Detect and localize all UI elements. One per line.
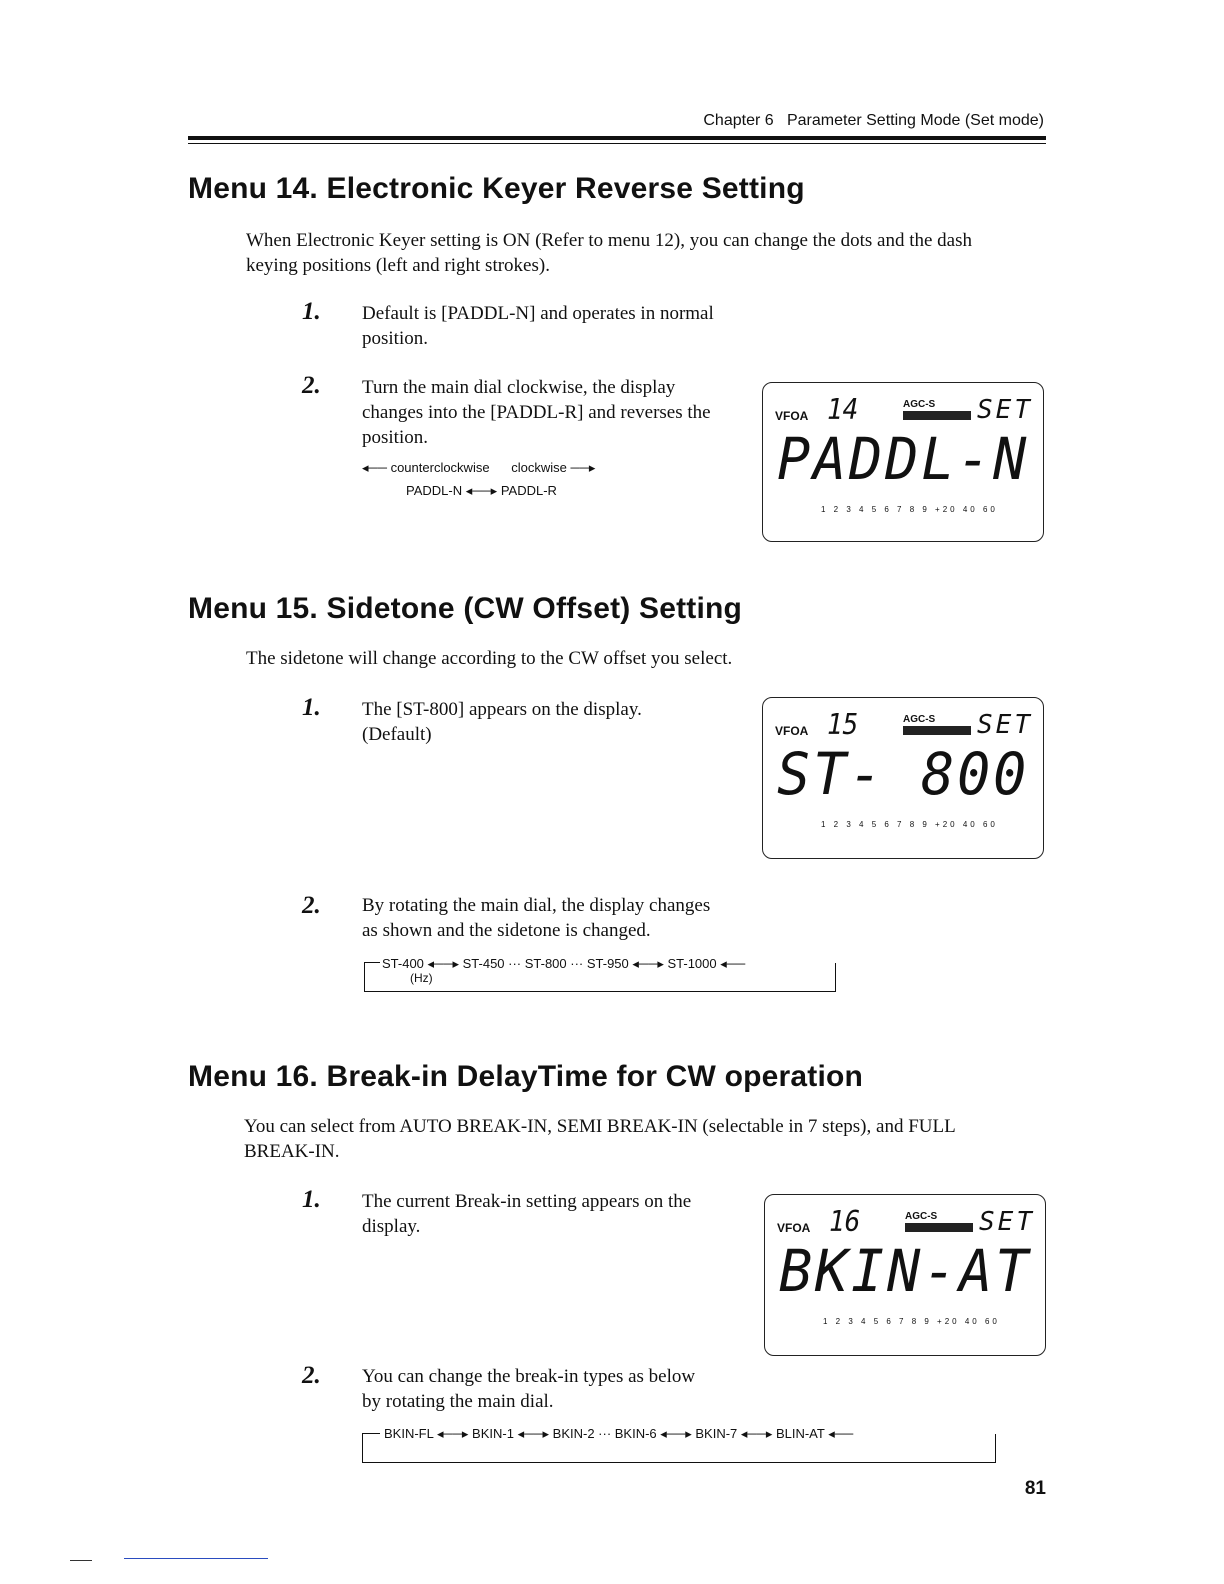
menu14-title: Menu 14. Electronic Keyer Reverse Setting	[188, 172, 805, 205]
menu15-flow-unit: (Hz)	[410, 971, 433, 985]
menu14-step2-number: 2.	[302, 372, 321, 399]
menu16-flow-loop-line	[362, 1434, 996, 1463]
chapter-title: Parameter Setting Mode (Set mode)	[786, 112, 1044, 129]
menu15-step2-number: 2.	[302, 892, 321, 919]
menu14-options: PADDL-N ◂──▸ PADDL-R	[406, 483, 557, 498]
header-rule-thin	[188, 143, 1046, 144]
menu15-flow-loop-start	[364, 962, 380, 963]
running-header	[703, 112, 1044, 130]
lcd-main-readout: BKIN-AT	[779, 1237, 1032, 1305]
menu16-step1-text: The current Break-in setting appears on the display.	[362, 1191, 692, 1237]
menu16-step2-text: You can change the break-in types as below by rotating the main dial.	[362, 1366, 696, 1412]
menu15-intro: The sidetone will change according to the CW offset you select.	[246, 648, 733, 669]
agc-bar-icon	[903, 411, 971, 420]
agc-bar-icon	[905, 1223, 973, 1232]
page-number: 81	[1024, 1478, 1046, 1499]
lcd-meter-scale: 1 2 3 4 5 6 7 8 9 +20 40 60	[821, 820, 998, 829]
arrow-right-icon: ──▸	[570, 460, 596, 475]
menu15-title: Menu 15. Sidetone (CW Offset) Setting	[188, 592, 743, 625]
agc-label: AGC-S	[903, 399, 936, 410]
lcd-meter-scale: 1 2 3 4 5 6 7 8 9 +20 40 60	[821, 505, 998, 514]
agc-bar-icon	[903, 726, 971, 735]
agc-label: AGC-S	[903, 714, 936, 725]
menu15-step1-text: The [ST-800] appears on the display. (Default)	[362, 699, 642, 745]
menu14-step1-text: Default is [PADDL-N] and operates in normal position.	[362, 303, 714, 349]
menu14-direction-labels: ◂── counterclockwise clockwise ──▸	[362, 460, 596, 475]
menu15-flow-sequence: ST-400 ◂──▸ ST-450 ··· ST-800 ··· ST-950 ◂──▸ ST-1000 ◂──	[382, 956, 746, 971]
menu16-step1-number: 1.	[302, 1186, 321, 1213]
lcd-set-label: SET	[979, 1207, 1035, 1237]
double-arrow-icon: ◂──▸	[465, 483, 498, 498]
footer-line	[124, 1558, 268, 1559]
lcd-main-readout: PADDL-N	[777, 425, 1030, 493]
menu16-flow-sequence: BKIN-FL ◂──▸ BKIN-1 ◂──▸ BKIN-2 ··· BKIN-6 ◂──▸ BKIN-7 ◂──▸ BLIN-AT ◂──	[384, 1426, 854, 1441]
menu16-flow-loop-start	[362, 1433, 380, 1434]
lcd-main-readout: ST- 800	[777, 740, 1030, 808]
menu14-intro: When Electronic Keyer setting is ON (Refer to menu 12), you can change the dots and the dash keying positions (left and right strokes).	[246, 230, 972, 276]
vfo-label: VFOA	[777, 1221, 811, 1235]
menu15-step1-number: 1.	[302, 694, 321, 721]
lcd-menu-number: 16	[829, 1205, 861, 1239]
menu14-step2-text: Turn the main dial clockwise, the display changes into the [PADDL-R] and reverses the position.	[362, 377, 711, 448]
lcd-set-label: SET	[977, 710, 1033, 740]
arrow-left-icon: ◂──	[362, 460, 387, 475]
agc-label: AGC-S	[905, 1211, 938, 1222]
menu16-title: Menu 16. Break-in DelayTime for CW operation	[188, 1060, 864, 1093]
menu16-intro: You can select from AUTO BREAK-IN, SEMI BREAK-IN (selectable in 7 steps), and FULL BREAK-IN.	[244, 1116, 956, 1162]
menu15-flow-loop-line	[364, 963, 836, 992]
header-rule	[188, 136, 1046, 140]
chapter-label: Chapter 6	[703, 112, 774, 129]
menu15-lcd-display	[762, 697, 1044, 859]
menu16-step2-number: 2.	[302, 1362, 321, 1389]
lcd-menu-number: 15	[827, 708, 859, 742]
vfo-label: VFOA	[775, 724, 809, 738]
menu14-lcd-display	[762, 382, 1044, 542]
menu16-lcd-display	[764, 1194, 1046, 1356]
footer-mark	[70, 1560, 92, 1561]
lcd-menu-number: 14	[827, 393, 859, 427]
lcd-meter-scale: 1 2 3 4 5 6 7 8 9 +20 40 60	[823, 1317, 1000, 1326]
lcd-set-label: SET	[977, 395, 1033, 425]
menu15-step2-text: By rotating the main dial, the display changes as shown and the sidetone is changed.	[362, 895, 711, 941]
vfo-label: VFOA	[775, 409, 809, 423]
menu14-step1-number: 1.	[302, 298, 321, 325]
